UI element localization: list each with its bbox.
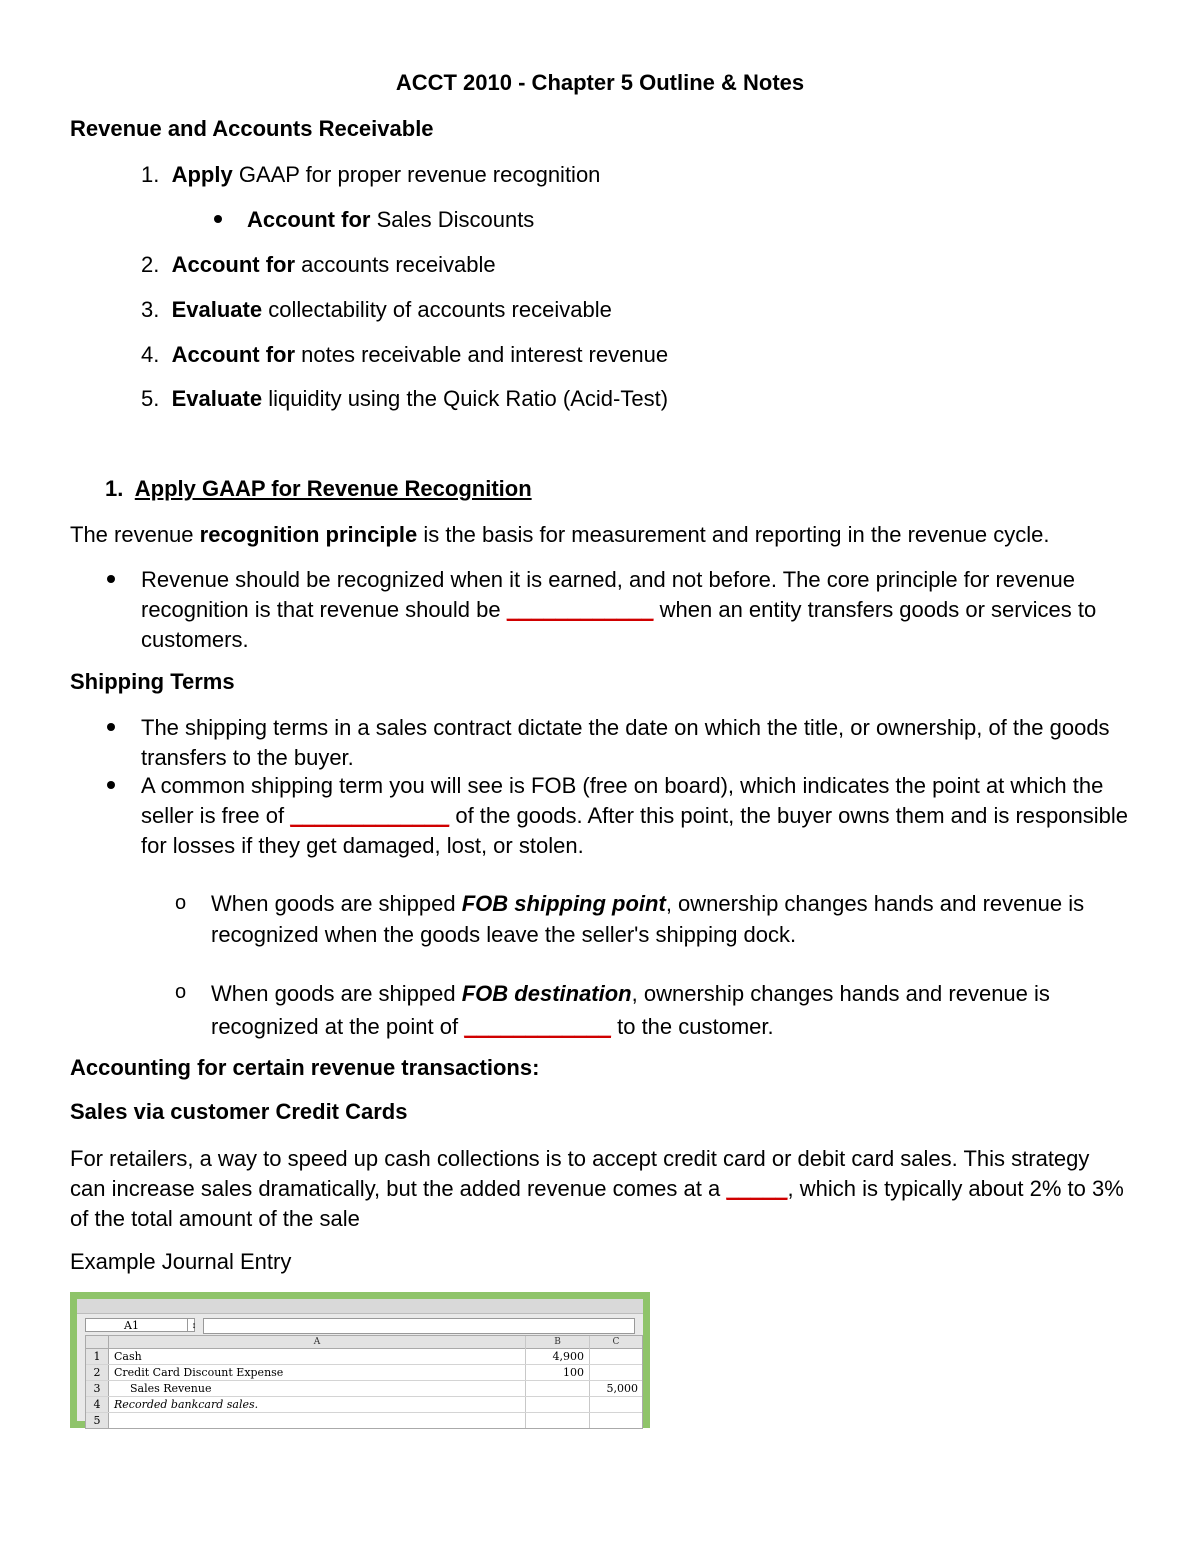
table-cell: 5,000 xyxy=(606,1382,638,1395)
table-cell: Credit Card Discount Expense xyxy=(114,1366,284,1379)
bullet-icon xyxy=(214,215,222,223)
intro-paragraph: The revenue recognition principle is the basis for measurement and reporting in the revenue cycle. xyxy=(70,522,1050,547)
list-item: 3. Evaluate collectability of accounts receivable xyxy=(141,297,612,322)
grid-line xyxy=(86,1412,642,1413)
table-cell: Cash xyxy=(114,1350,142,1363)
corner-cell xyxy=(86,1336,109,1349)
page-title: ACCT 2010 - Chapter 5 Outline & Notes xyxy=(395,70,805,95)
revenue-bullet: Revenue should be recognized when it is earned, and not before. The core principle for revenue recognition is that revenue should be ____________ when an entity transfers goods or services to customers. xyxy=(141,567,1097,652)
circle-bullet-icon: o xyxy=(175,892,187,914)
fob-destination-item: When goods are shipped FOB destination, ownership changes hands and revenue is recognized at the point of ____________ to the customer. xyxy=(211,981,1050,1039)
table-cell: 4,900 xyxy=(552,1350,584,1363)
example-label: Example Journal Entry xyxy=(70,1249,292,1274)
list-item: 4. Account for notes receivable and interest revenue xyxy=(141,342,669,367)
row-header: 5 xyxy=(86,1413,109,1428)
bullet-icon xyxy=(107,781,115,789)
accounting-heading: Accounting for certain revenue transactions: xyxy=(70,1055,540,1080)
section-heading: Revenue and Accounts Receivable xyxy=(70,116,434,141)
table-cell: Recorded bankcard sales. xyxy=(114,1398,259,1411)
section-1-heading: 1. Apply GAAP for Revenue Recognition xyxy=(105,476,532,501)
journal-entry-spreadsheet xyxy=(70,1292,650,1428)
credit-card-paragraph: For retailers, a way to speed up cash collections is to accept credit card or debit card sales. This strategy can increase sales dramatically, but the added revenue comes at a _____, which is typically about 2% to 3% of the total amount of the sale xyxy=(70,1146,1124,1231)
row-header: 1 xyxy=(86,1349,109,1364)
list-item: 5. Evaluate liquidity using the Quick Ratio (Acid-Test) xyxy=(141,386,669,411)
credit-cards-heading: Sales via customer Credit Cards xyxy=(70,1099,408,1124)
col-header: B xyxy=(526,1336,589,1349)
circle-bullet-icon: o xyxy=(175,981,187,1003)
sheet-toolbar xyxy=(77,1299,643,1314)
col-header: C xyxy=(590,1336,642,1349)
shipping-heading: Shipping Terms xyxy=(70,669,235,694)
list-item: Account for Sales Discounts xyxy=(247,207,535,232)
shipping-bullet-1: The shipping terms in a sales contract dictate the date on which the title, or ownership, of the goods transfers to the buyer. xyxy=(141,715,1110,770)
bullet-icon xyxy=(107,723,115,731)
row-header: 3 xyxy=(86,1381,109,1396)
table-cell: Sales Revenue xyxy=(130,1382,212,1395)
row-header: 4 xyxy=(86,1397,109,1412)
formula-bar xyxy=(203,1318,635,1334)
fob-shipping-point-item: When goods are shipped FOB shipping point, ownership changes hands and revenue is recognized when the goods leave the seller's shipping dock. xyxy=(211,891,1085,947)
updown-arrows-icon: ↕ xyxy=(187,1318,200,1332)
shipping-bullet-2: A common shipping term you will see is FOB (free on board), which indicates the point at which the seller is free of _____________ of the goods. After this point, the buyer owns them and is responsible for losses if they get damaged, lost, or stolen. xyxy=(141,773,1128,858)
name-box: A1 xyxy=(85,1318,195,1332)
bullet-icon xyxy=(107,575,115,583)
col-header: A xyxy=(109,1336,525,1349)
row-header: 2 xyxy=(86,1365,109,1380)
table-cell: 100 xyxy=(563,1366,584,1379)
sheet-grid xyxy=(85,1335,643,1429)
list-item: 2. Account for accounts receivable xyxy=(141,252,496,277)
list-item: 1. Apply GAAP for proper revenue recognition xyxy=(141,162,601,187)
